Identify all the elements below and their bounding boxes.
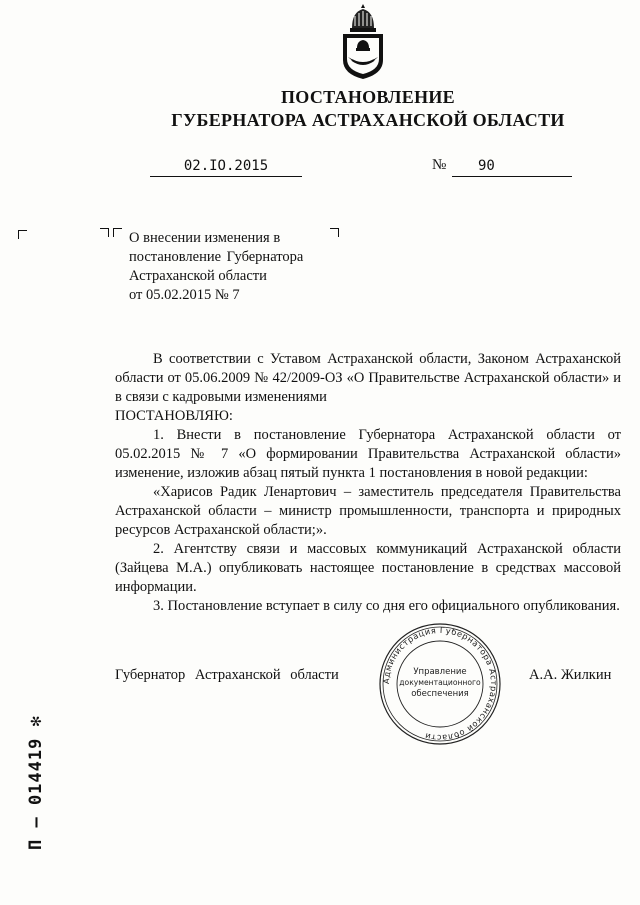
form-serial-number: П – 014419 ✻ bbox=[26, 715, 46, 850]
svg-text:документационного: документационного bbox=[399, 678, 481, 687]
coat-of-arms-emblem bbox=[340, 2, 386, 80]
document-date: 02.IO.2015 bbox=[150, 158, 302, 177]
document-body bbox=[115, 350, 621, 616]
item-3-paragraph: 3. Постановление вступает в силу со дня его официального опубликования. bbox=[153, 598, 620, 614]
document-subject bbox=[129, 229, 349, 305]
document-title: ПОСТАНОВЛЕНИЕ bbox=[281, 87, 455, 107]
svg-text:обеспечения: обеспечения bbox=[411, 689, 469, 699]
subject-line: от 05.02.2015 № 7 bbox=[129, 287, 240, 303]
subject-line: О внесении изменения в bbox=[129, 230, 281, 246]
item-1-quote-paragraph: «Харисов Радик Ленартович – заместитель председателя Правительства Астраханской области – министр промышленности, транспорта и природных ресурсов Астраханской области;». bbox=[115, 484, 621, 538]
number-label: № bbox=[432, 157, 447, 173]
corner-mark-top-left bbox=[18, 230, 27, 239]
subject-line: постановление Губернатора bbox=[129, 249, 304, 265]
corner-mark-top-right bbox=[100, 228, 109, 237]
decree-word: ПОСТАНОВЛЯЮ: bbox=[115, 408, 233, 424]
svg-text:Администрация Губернатора Астр: Администрация Губернатора Астраханской области bbox=[380, 624, 500, 744]
subject-line: Астраханской области bbox=[129, 268, 267, 284]
preamble-paragraph: В соответствии с Уставом Астраханской области, Законом Астраханской области от 05.06.2009 № 42/2009-ОЗ «О Правительстве Астраханской области» и в связи с кадровыми изменениями bbox=[115, 351, 621, 405]
item-2-paragraph: 2. Агентству связи и массовых коммуникаций Астраханской области (Зайцева М.А.) опубликовать настоящее постановление в средствах массовой информации. bbox=[115, 541, 621, 595]
item-1-paragraph: 1. Внести в постановление Губернатора Астраханской области от 05.02.2015 № 7 «О формировании Правительства Астраханской области» изменение, изложив абзац пятый пункта 1 постановления в новой редакции: bbox=[115, 427, 621, 481]
subject-corner-left bbox=[113, 228, 122, 237]
signatory-name: А.А. Жилкин bbox=[529, 667, 612, 683]
signatory-position: Губернатор Астраханской области bbox=[115, 667, 339, 683]
svg-text:Управление: Управление bbox=[413, 667, 467, 677]
document-issuer: ГУБЕРНАТОРА АСТРАХАНСКОЙ ОБЛАСТИ bbox=[171, 110, 565, 130]
document-number: 90 bbox=[452, 158, 572, 177]
official-seal-stamp bbox=[378, 622, 502, 746]
